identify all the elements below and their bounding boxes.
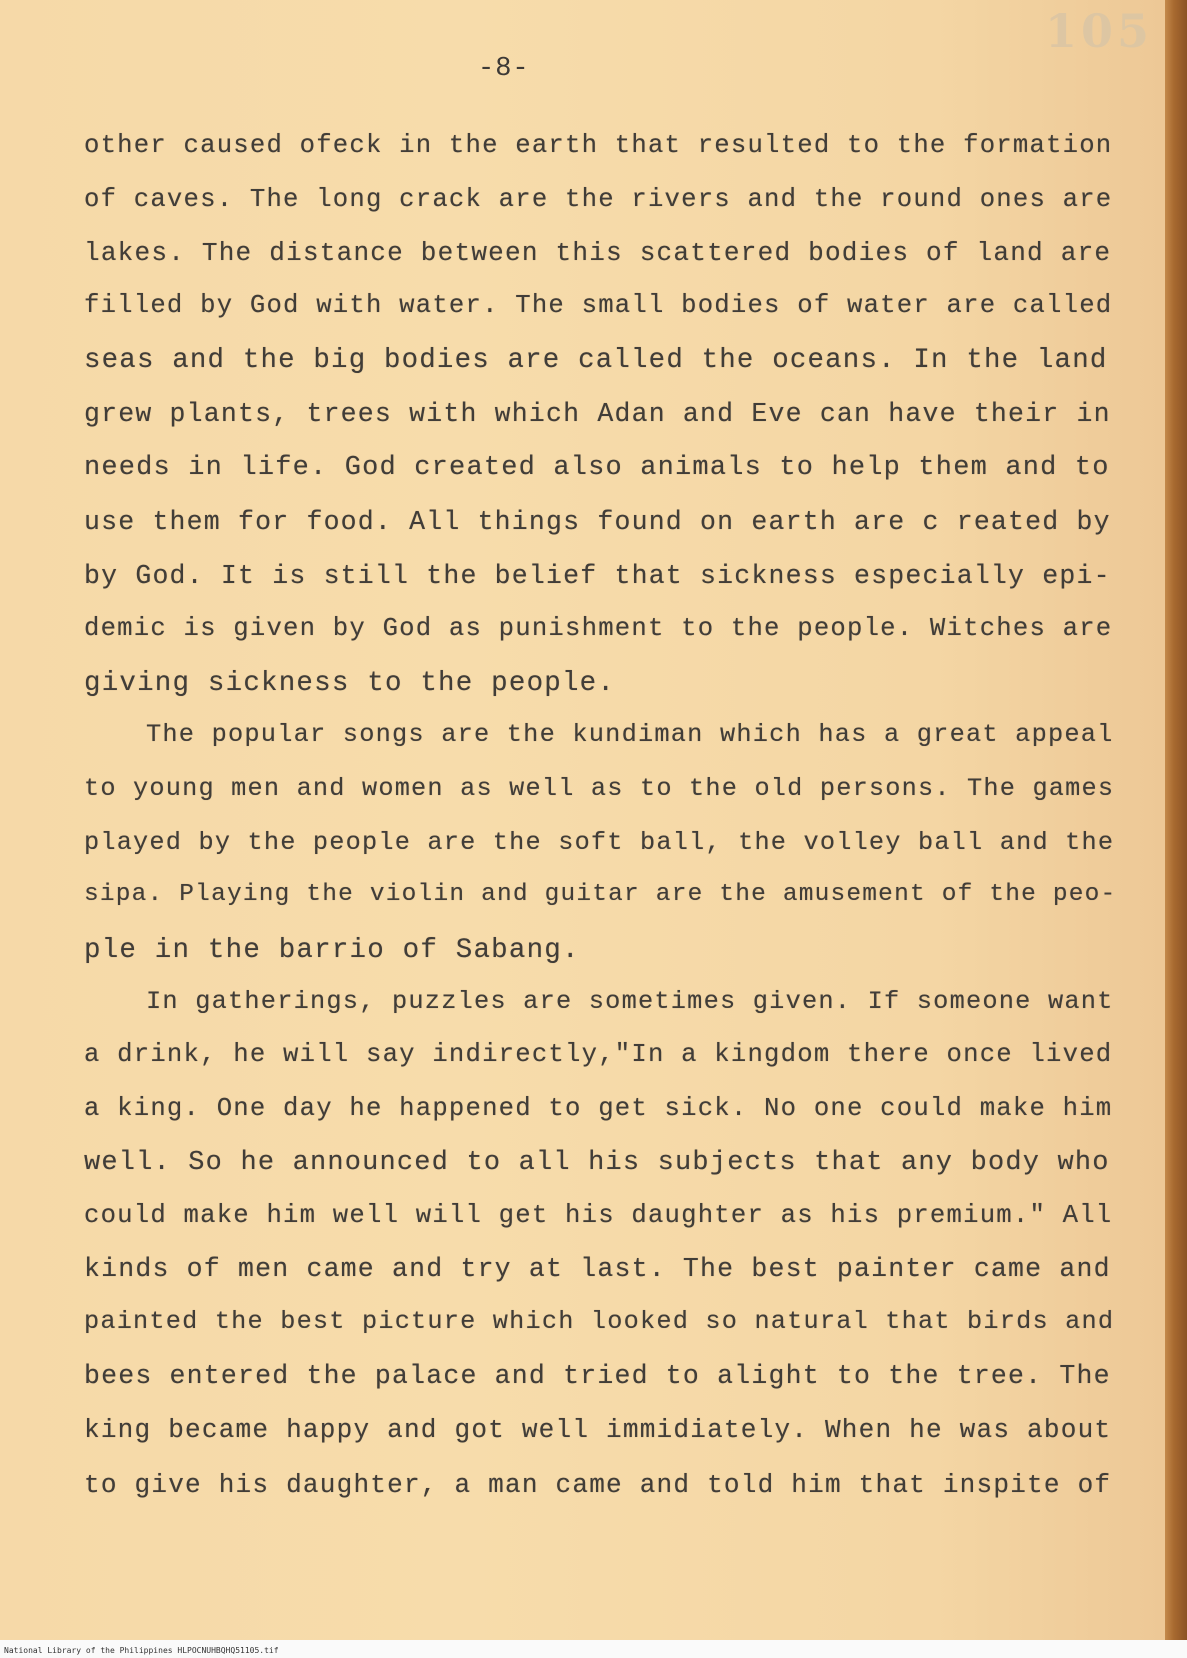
scan-footer-text: National Library of the Philippines HLPOCNUHBQHQ51105.tif: [4, 1646, 279, 1655]
page-stamp: 105: [1045, 4, 1154, 58]
text-line: needs in life. God created also animals to help them and to: [84, 453, 1110, 483]
text-line: to give his daughter, a man came and told him that inspite of: [84, 1470, 1112, 1500]
text-line: kinds of men came and try at last. The best painter came and: [84, 1254, 1111, 1284]
text-line: could make him well will get his daughter as his premium." All: [84, 1201, 1113, 1230]
text-line: sipa. Playing the violin and guitar are the amusement of the peo-: [84, 881, 1117, 908]
text-line: The popular songs are the kundiman which has a great appeal: [146, 720, 1114, 749]
text-line: a king. One day he happened to get sick. No one could make him: [84, 1094, 1113, 1123]
text-line: played by the people are the soft ball, the volley ball and the: [84, 828, 1115, 857]
text-line: other caused ofeck in the earth that resulted to the formation: [84, 131, 1113, 160]
text-line: ple in the barrio of Sabang.: [84, 935, 580, 966]
text-line: seas and the big bodies are called the oceans. In the land: [84, 345, 1108, 376]
text-line: giving sickness to the people.: [84, 668, 616, 699]
text-line: by God. It is still the belief that sickness especially epi-: [84, 561, 1111, 591]
text-line: well. So he announced to all his subjects that any body who: [84, 1148, 1110, 1178]
text-line: bees entered the palace and tried to alight to the tree. The: [84, 1361, 1111, 1391]
text-line: In gatherings, puzzles are sometimes given. If someone want: [146, 987, 1114, 1016]
text-line: to young men and women as well as to the old persons. The games: [84, 774, 1115, 803]
page-binding-edge: [1165, 0, 1187, 1640]
text-line: filled by God with water. The small bodies of water are called: [84, 291, 1113, 320]
text-line: king became happy and got well immidiately. When he was about: [84, 1415, 1112, 1445]
text-line: use them for food. All things found on earth are c reated by: [84, 507, 1111, 537]
page-number: -8-: [478, 54, 530, 84]
text-line: of caves. The long crack are the rivers and the round ones are: [84, 185, 1113, 214]
text-line: demic is given by God as punishment to the people. Witches are: [84, 614, 1113, 643]
text-line: grew plants, trees with which Adan and Eve can have their in: [84, 399, 1111, 429]
text-line: a drink, he will say indirectly,"In a kingdom there once lived: [84, 1040, 1113, 1069]
text-line: lakes. The distance between this scattered bodies of land are: [84, 238, 1112, 268]
text-line: painted the best picture which looked so natural that birds and: [84, 1307, 1115, 1336]
